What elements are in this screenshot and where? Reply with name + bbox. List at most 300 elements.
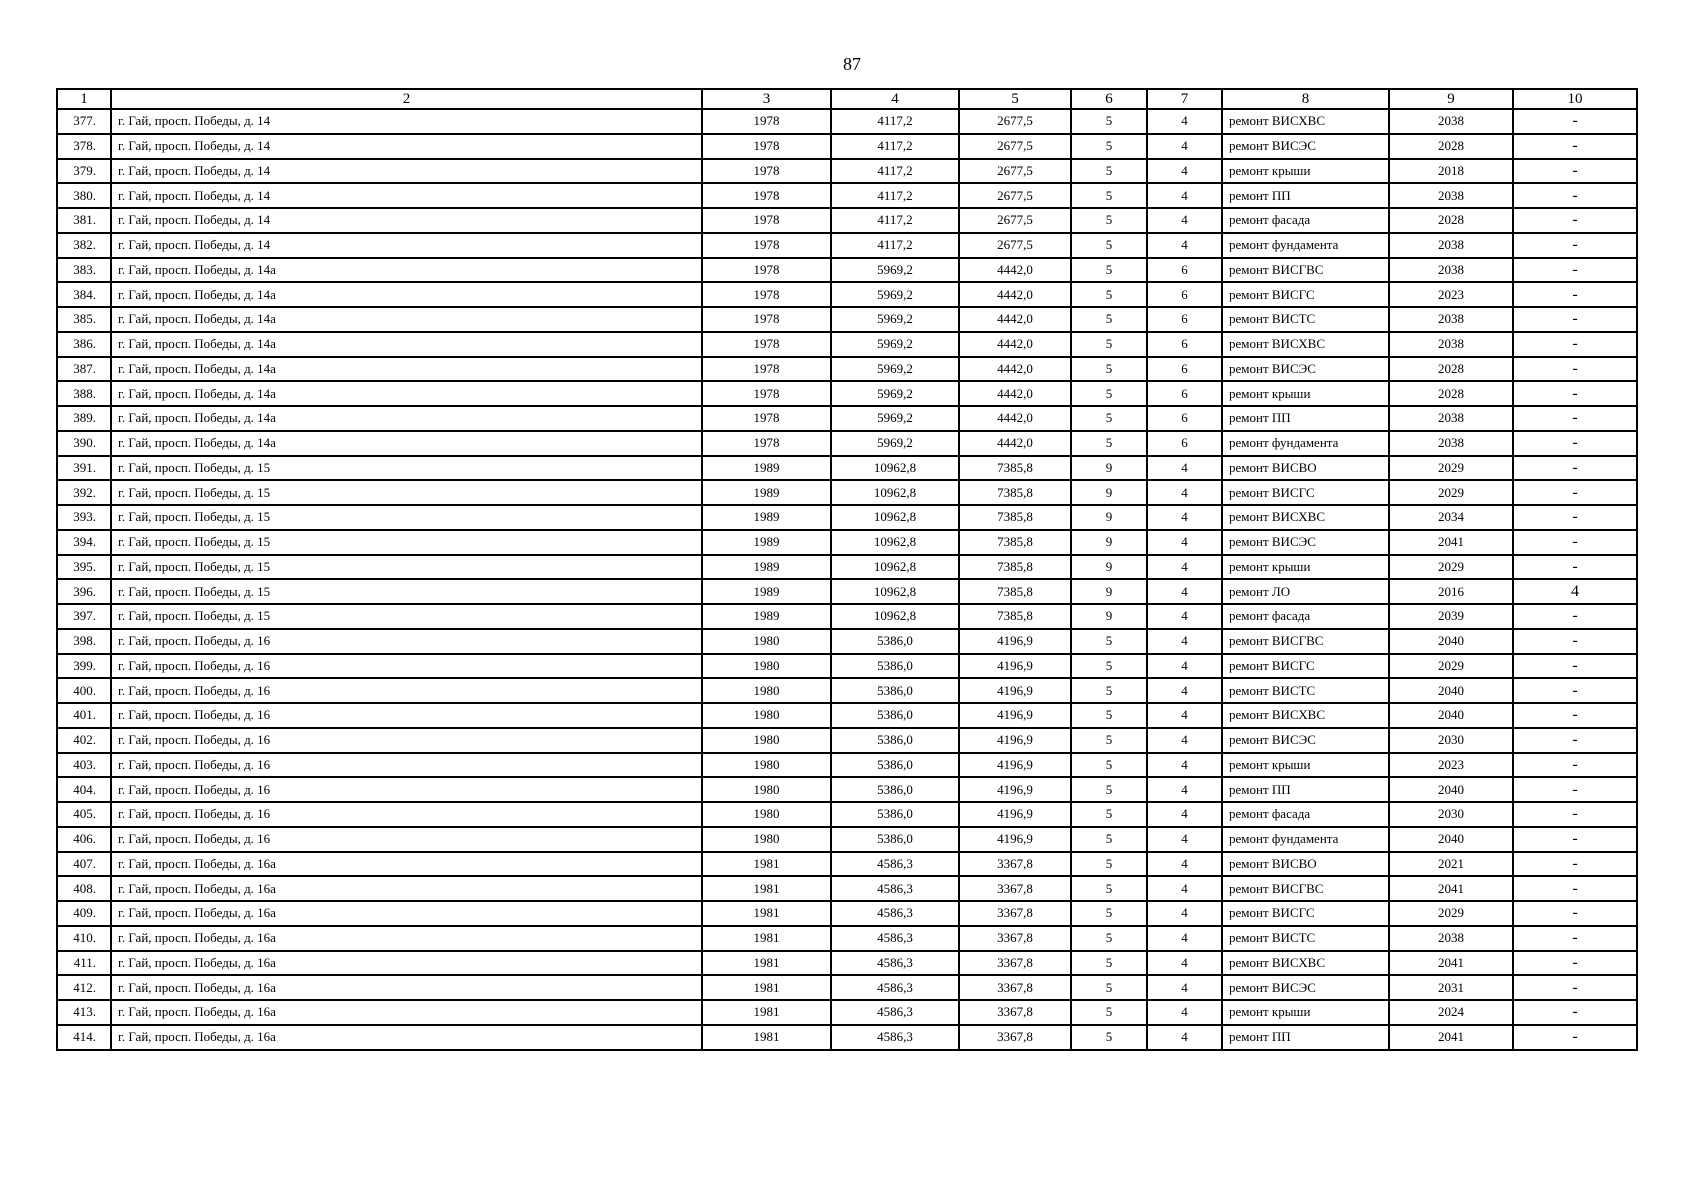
table-row xyxy=(57,901,1637,926)
cell-address: г. Гай, просп. Победы, д. 15 xyxy=(111,530,702,555)
cell-planned-year: 2038 xyxy=(1389,258,1513,283)
cell-living-area: 4196,9 xyxy=(959,777,1071,802)
cell-address: г. Гай, просп. Победы, д. 14а xyxy=(111,406,702,431)
cell-address: г. Гай, просп. Победы, д. 16 xyxy=(111,629,702,654)
cell-note: - xyxy=(1513,233,1637,258)
cell-entrances: 6 xyxy=(1147,381,1222,406)
cell-work-type: ремонт ВИСГВС xyxy=(1222,629,1389,654)
cell-year: 1989 xyxy=(702,530,831,555)
cell-planned-year: 2038 xyxy=(1389,332,1513,357)
cell-floors: 5 xyxy=(1071,827,1147,852)
table-row xyxy=(57,134,1637,159)
cell-total-area: 5386,0 xyxy=(831,827,959,852)
cell-floors: 5 xyxy=(1071,975,1147,1000)
cell-note: 4 xyxy=(1513,579,1637,604)
cell-year: 1978 xyxy=(702,307,831,332)
cell-total-area: 5969,2 xyxy=(831,282,959,307)
cell-note: - xyxy=(1513,183,1637,208)
table-row xyxy=(57,233,1637,258)
cell-row-number: 384. xyxy=(57,282,111,307)
table-row xyxy=(57,381,1637,406)
cell-row-number: 382. xyxy=(57,233,111,258)
table-row xyxy=(57,480,1637,505)
cell-row-number: 385. xyxy=(57,307,111,332)
cell-address: г. Гай, просп. Победы, д. 16 xyxy=(111,753,702,778)
cell-work-type: ремонт ВИСХВС xyxy=(1222,332,1389,357)
cell-row-number: 378. xyxy=(57,134,111,159)
cell-floors: 5 xyxy=(1071,282,1147,307)
table-row xyxy=(57,1025,1637,1050)
table-row xyxy=(57,332,1637,357)
cell-entrances: 4 xyxy=(1147,208,1222,233)
cell-year: 1980 xyxy=(702,777,831,802)
cell-total-area: 5969,2 xyxy=(831,258,959,283)
cell-entrances: 4 xyxy=(1147,876,1222,901)
cell-year: 1980 xyxy=(702,654,831,679)
cell-address: г. Гай, просп. Победы, д. 16 xyxy=(111,654,702,679)
cell-address: г. Гай, просп. Победы, д. 16а xyxy=(111,876,702,901)
table-row xyxy=(57,654,1637,679)
cell-address: г. Гай, просп. Победы, д. 16а xyxy=(111,852,702,877)
table-row xyxy=(57,431,1637,456)
table-row xyxy=(57,307,1637,332)
cell-address: г. Гай, просп. Победы, д. 16 xyxy=(111,728,702,753)
cell-total-area: 5386,0 xyxy=(831,777,959,802)
cell-row-number: 401. xyxy=(57,703,111,728)
cell-address: г. Гай, просп. Победы, д. 14 xyxy=(111,159,702,184)
cell-living-area: 7385,8 xyxy=(959,604,1071,629)
cell-row-number: 404. xyxy=(57,777,111,802)
cell-row-number: 411. xyxy=(57,951,111,976)
cell-year: 1978 xyxy=(702,233,831,258)
cell-year: 1989 xyxy=(702,604,831,629)
cell-year: 1978 xyxy=(702,431,831,456)
cell-planned-year: 2029 xyxy=(1389,901,1513,926)
cell-row-number: 413. xyxy=(57,1000,111,1025)
cell-note: - xyxy=(1513,134,1637,159)
cell-planned-year: 2040 xyxy=(1389,703,1513,728)
cell-address: г. Гай, просп. Победы, д. 16а xyxy=(111,1025,702,1050)
cell-living-area: 3367,8 xyxy=(959,951,1071,976)
cell-row-number: 386. xyxy=(57,332,111,357)
cell-address: г. Гай, просп. Победы, д. 14а xyxy=(111,381,702,406)
cell-total-area: 4586,3 xyxy=(831,876,959,901)
cell-note: - xyxy=(1513,406,1637,431)
cell-planned-year: 2038 xyxy=(1389,406,1513,431)
cell-year: 1981 xyxy=(702,951,831,976)
cell-year: 1978 xyxy=(702,357,831,382)
cell-address: г. Гай, просп. Победы, д. 14а xyxy=(111,431,702,456)
cell-total-area: 5386,0 xyxy=(831,629,959,654)
cell-year: 1980 xyxy=(702,629,831,654)
cell-total-area: 10962,8 xyxy=(831,579,959,604)
cell-address: г. Гай, просп. Победы, д. 15 xyxy=(111,456,702,481)
cell-row-number: 396. xyxy=(57,579,111,604)
cell-living-area: 4196,9 xyxy=(959,629,1071,654)
table-row xyxy=(57,827,1637,852)
cell-address: г. Гай, просп. Победы, д. 15 xyxy=(111,604,702,629)
cell-living-area: 4442,0 xyxy=(959,282,1071,307)
table-row xyxy=(57,604,1637,629)
cell-living-area: 3367,8 xyxy=(959,1025,1071,1050)
cell-year: 1980 xyxy=(702,703,831,728)
cell-floors: 5 xyxy=(1071,357,1147,382)
cell-planned-year: 2023 xyxy=(1389,282,1513,307)
cell-row-number: 377. xyxy=(57,109,111,134)
cell-living-area: 4442,0 xyxy=(959,357,1071,382)
cell-floors: 5 xyxy=(1071,852,1147,877)
cell-entrances: 6 xyxy=(1147,406,1222,431)
page-number-text: 87 xyxy=(843,54,861,74)
cell-work-type: ремонт ВИСТС xyxy=(1222,307,1389,332)
cell-planned-year: 2028 xyxy=(1389,357,1513,382)
table-row xyxy=(57,926,1637,951)
cell-year: 1989 xyxy=(702,480,831,505)
cell-total-area: 4117,2 xyxy=(831,183,959,208)
cell-note: - xyxy=(1513,208,1637,233)
cell-row-number: 380. xyxy=(57,183,111,208)
cell-entrances: 4 xyxy=(1147,134,1222,159)
cell-floors: 5 xyxy=(1071,109,1147,134)
table-row xyxy=(57,505,1637,530)
cell-total-area: 5386,0 xyxy=(831,728,959,753)
cell-note: - xyxy=(1513,753,1637,778)
cell-living-area: 3367,8 xyxy=(959,876,1071,901)
cell-row-number: 398. xyxy=(57,629,111,654)
cell-planned-year: 2018 xyxy=(1389,159,1513,184)
table-row xyxy=(57,282,1637,307)
table-row xyxy=(57,703,1637,728)
cell-year: 1989 xyxy=(702,579,831,604)
cell-work-type: ремонт крыши xyxy=(1222,381,1389,406)
cell-living-area: 2677,5 xyxy=(959,159,1071,184)
cell-total-area: 5386,0 xyxy=(831,678,959,703)
cell-total-area: 4586,3 xyxy=(831,901,959,926)
cell-row-number: 407. xyxy=(57,852,111,877)
cell-planned-year: 2039 xyxy=(1389,604,1513,629)
cell-work-type: ремонт ВИСГС xyxy=(1222,654,1389,679)
cell-work-type: ремонт ВИСВО xyxy=(1222,852,1389,877)
cell-work-type: ремонт ВИСГВС xyxy=(1222,258,1389,283)
cell-floors: 5 xyxy=(1071,307,1147,332)
cell-planned-year: 2040 xyxy=(1389,827,1513,852)
column-number-row xyxy=(57,89,1637,109)
cell-work-type: ремонт крыши xyxy=(1222,1000,1389,1025)
cell-floors: 5 xyxy=(1071,332,1147,357)
cell-total-area: 5969,2 xyxy=(831,381,959,406)
cell-work-type: ремонт крыши xyxy=(1222,555,1389,580)
cell-living-area: 4196,9 xyxy=(959,753,1071,778)
cell-floors: 5 xyxy=(1071,183,1147,208)
cell-year: 1980 xyxy=(702,802,831,827)
cell-note: - xyxy=(1513,951,1637,976)
cell-floors: 5 xyxy=(1071,159,1147,184)
cell-year: 1989 xyxy=(702,456,831,481)
cell-year: 1980 xyxy=(702,678,831,703)
cell-work-type: ремонт ПП xyxy=(1222,777,1389,802)
table-row xyxy=(57,802,1637,827)
table-row xyxy=(57,530,1637,555)
cell-entrances: 4 xyxy=(1147,159,1222,184)
cell-address: г. Гай, просп. Победы, д. 14 xyxy=(111,233,702,258)
cell-address: г. Гай, просп. Победы, д. 16а xyxy=(111,901,702,926)
cell-entrances: 4 xyxy=(1147,654,1222,679)
cell-total-area: 5386,0 xyxy=(831,753,959,778)
cell-planned-year: 2038 xyxy=(1389,926,1513,951)
cell-entrances: 6 xyxy=(1147,258,1222,283)
cell-work-type: ремонт ВИСТС xyxy=(1222,678,1389,703)
cell-entrances: 4 xyxy=(1147,852,1222,877)
table-row xyxy=(57,728,1637,753)
cell-entrances: 4 xyxy=(1147,456,1222,481)
cell-floors: 5 xyxy=(1071,777,1147,802)
cell-planned-year: 2028 xyxy=(1389,381,1513,406)
cell-floors: 5 xyxy=(1071,802,1147,827)
cell-note: - xyxy=(1513,604,1637,629)
cell-floors: 5 xyxy=(1071,134,1147,159)
cell-address: г. Гай, просп. Победы, д. 15 xyxy=(111,555,702,580)
cell-floors: 5 xyxy=(1071,629,1147,654)
cell-total-area: 5386,0 xyxy=(831,703,959,728)
cell-row-number: 397. xyxy=(57,604,111,629)
cell-work-type: ремонт ВИСГВС xyxy=(1222,876,1389,901)
cell-row-number: 414. xyxy=(57,1025,111,1050)
cell-total-area: 10962,8 xyxy=(831,480,959,505)
cell-planned-year: 2029 xyxy=(1389,480,1513,505)
cell-note: - xyxy=(1513,975,1637,1000)
cell-note: - xyxy=(1513,307,1637,332)
cell-planned-year: 2041 xyxy=(1389,1025,1513,1050)
cell-entrances: 4 xyxy=(1147,728,1222,753)
cell-year: 1981 xyxy=(702,901,831,926)
cell-row-number: 405. xyxy=(57,802,111,827)
cell-total-area: 4586,3 xyxy=(831,951,959,976)
table-row xyxy=(57,555,1637,580)
cell-living-area: 4196,9 xyxy=(959,678,1071,703)
cell-planned-year: 2030 xyxy=(1389,802,1513,827)
cell-note: - xyxy=(1513,258,1637,283)
cell-row-number: 403. xyxy=(57,753,111,778)
cell-floors: 5 xyxy=(1071,233,1147,258)
cell-note: - xyxy=(1513,852,1637,877)
cell-address: г. Гай, просп. Победы, д. 14а xyxy=(111,307,702,332)
cell-address: г. Гай, просп. Победы, д. 14а xyxy=(111,282,702,307)
cell-living-area: 3367,8 xyxy=(959,901,1071,926)
cell-year: 1978 xyxy=(702,406,831,431)
cell-row-number: 383. xyxy=(57,258,111,283)
cell-year: 1981 xyxy=(702,1025,831,1050)
cell-note: - xyxy=(1513,282,1637,307)
cell-row-number: 406. xyxy=(57,827,111,852)
cell-work-type: ремонт ПП xyxy=(1222,1025,1389,1050)
cell-total-area: 5386,0 xyxy=(831,802,959,827)
cell-planned-year: 2038 xyxy=(1389,183,1513,208)
cell-address: г. Гай, просп. Победы, д. 15 xyxy=(111,505,702,530)
cell-note: - xyxy=(1513,654,1637,679)
cell-note: - xyxy=(1513,357,1637,382)
cell-row-number: 391. xyxy=(57,456,111,481)
cell-work-type: ремонт ВИСЭС xyxy=(1222,357,1389,382)
cell-total-area: 4117,2 xyxy=(831,159,959,184)
cell-total-area: 5969,2 xyxy=(831,332,959,357)
cell-work-type: ремонт крыши xyxy=(1222,159,1389,184)
cell-planned-year: 2021 xyxy=(1389,852,1513,877)
cell-floors: 9 xyxy=(1071,530,1147,555)
cell-work-type: ремонт крыши xyxy=(1222,753,1389,778)
cell-total-area: 5969,2 xyxy=(831,307,959,332)
cell-year: 1980 xyxy=(702,827,831,852)
cell-work-type: ремонт ПП xyxy=(1222,406,1389,431)
cell-living-area: 2677,5 xyxy=(959,183,1071,208)
cell-row-number: 408. xyxy=(57,876,111,901)
table-row xyxy=(57,852,1637,877)
cell-note: - xyxy=(1513,629,1637,654)
cell-row-number: 389. xyxy=(57,406,111,431)
cell-living-area: 4442,0 xyxy=(959,431,1071,456)
cell-year: 1981 xyxy=(702,852,831,877)
table-row xyxy=(57,876,1637,901)
cell-floors: 5 xyxy=(1071,406,1147,431)
cell-entrances: 4 xyxy=(1147,802,1222,827)
cell-floors: 5 xyxy=(1071,876,1147,901)
cell-living-area: 4442,0 xyxy=(959,332,1071,357)
cell-work-type: ремонт ВИСХВС xyxy=(1222,109,1389,134)
cell-work-type: ремонт ВИСГС xyxy=(1222,901,1389,926)
cell-total-area: 10962,8 xyxy=(831,530,959,555)
cell-year: 1978 xyxy=(702,183,831,208)
cell-living-area: 4442,0 xyxy=(959,258,1071,283)
cell-entrances: 4 xyxy=(1147,777,1222,802)
cell-note: - xyxy=(1513,480,1637,505)
column-header-3: 3 xyxy=(702,89,831,109)
table-row xyxy=(57,159,1637,184)
cell-year: 1981 xyxy=(702,926,831,951)
cell-total-area: 4586,3 xyxy=(831,852,959,877)
cell-living-area: 7385,8 xyxy=(959,480,1071,505)
cell-living-area: 4442,0 xyxy=(959,307,1071,332)
cell-entrances: 4 xyxy=(1147,183,1222,208)
cell-address: г. Гай, просп. Победы, д. 16а xyxy=(111,975,702,1000)
cell-total-area: 10962,8 xyxy=(831,456,959,481)
cell-work-type: ремонт фасада xyxy=(1222,604,1389,629)
cell-note: - xyxy=(1513,431,1637,456)
cell-floors: 5 xyxy=(1071,753,1147,778)
cell-year: 1980 xyxy=(702,728,831,753)
table-row xyxy=(57,777,1637,802)
cell-planned-year: 2040 xyxy=(1389,629,1513,654)
cell-living-area: 4442,0 xyxy=(959,381,1071,406)
table-row xyxy=(57,951,1637,976)
cell-note: - xyxy=(1513,926,1637,951)
cell-row-number: 412. xyxy=(57,975,111,1000)
cell-entrances: 6 xyxy=(1147,357,1222,382)
cell-work-type: ремонт фасада xyxy=(1222,208,1389,233)
cell-year: 1980 xyxy=(702,753,831,778)
cell-total-area: 5386,0 xyxy=(831,654,959,679)
cell-work-type: ремонт ВИСЭС xyxy=(1222,134,1389,159)
cell-living-area: 7385,8 xyxy=(959,579,1071,604)
cell-entrances: 4 xyxy=(1147,1000,1222,1025)
cell-planned-year: 2029 xyxy=(1389,555,1513,580)
cell-year: 1978 xyxy=(702,258,831,283)
cell-planned-year: 2041 xyxy=(1389,876,1513,901)
cell-planned-year: 2034 xyxy=(1389,505,1513,530)
table-row xyxy=(57,1000,1637,1025)
cell-note: - xyxy=(1513,505,1637,530)
cell-planned-year: 2040 xyxy=(1389,678,1513,703)
cell-entrances: 6 xyxy=(1147,332,1222,357)
cell-entrances: 4 xyxy=(1147,109,1222,134)
cell-living-area: 4196,9 xyxy=(959,728,1071,753)
cell-entrances: 4 xyxy=(1147,753,1222,778)
cell-note: - xyxy=(1513,381,1637,406)
cell-address: г. Гай, просп. Победы, д. 14а xyxy=(111,357,702,382)
cell-floors: 5 xyxy=(1071,926,1147,951)
cell-planned-year: 2038 xyxy=(1389,307,1513,332)
table-row xyxy=(57,753,1637,778)
cell-note: - xyxy=(1513,1000,1637,1025)
cell-floors: 5 xyxy=(1071,951,1147,976)
cell-row-number: 409. xyxy=(57,901,111,926)
cell-floors: 5 xyxy=(1071,654,1147,679)
cell-row-number: 392. xyxy=(57,480,111,505)
cell-planned-year: 2023 xyxy=(1389,753,1513,778)
cell-floors: 5 xyxy=(1071,703,1147,728)
cell-planned-year: 2038 xyxy=(1389,109,1513,134)
cell-work-type: ремонт ВИСХВС xyxy=(1222,703,1389,728)
cell-work-type: ремонт ВИСВО xyxy=(1222,456,1389,481)
cell-living-area: 3367,8 xyxy=(959,852,1071,877)
cell-entrances: 4 xyxy=(1147,604,1222,629)
cell-work-type: ремонт ВИСЭС xyxy=(1222,530,1389,555)
cell-row-number: 399. xyxy=(57,654,111,679)
table-row xyxy=(57,975,1637,1000)
cell-work-type: ремонт ВИСГС xyxy=(1222,480,1389,505)
cell-entrances: 4 xyxy=(1147,926,1222,951)
cell-year: 1978 xyxy=(702,381,831,406)
cell-floors: 9 xyxy=(1071,579,1147,604)
cell-living-area: 2677,5 xyxy=(959,208,1071,233)
column-header-4: 4 xyxy=(831,89,959,109)
cell-work-type: ремонт ВИСЭС xyxy=(1222,728,1389,753)
column-header-2: 2 xyxy=(111,89,702,109)
cell-entrances: 4 xyxy=(1147,951,1222,976)
cell-note: - xyxy=(1513,827,1637,852)
table-row xyxy=(57,579,1637,604)
cell-entrances: 4 xyxy=(1147,555,1222,580)
cell-planned-year: 2028 xyxy=(1389,208,1513,233)
cell-address: г. Гай, просп. Победы, д. 16а xyxy=(111,951,702,976)
cell-planned-year: 2029 xyxy=(1389,456,1513,481)
table-row xyxy=(57,406,1637,431)
cell-total-area: 4586,3 xyxy=(831,1000,959,1025)
cell-address: г. Гай, просп. Победы, д. 14 xyxy=(111,109,702,134)
cell-entrances: 4 xyxy=(1147,901,1222,926)
cell-entrances: 4 xyxy=(1147,530,1222,555)
cell-year: 1978 xyxy=(702,134,831,159)
cell-living-area: 4196,9 xyxy=(959,703,1071,728)
cell-living-area: 4196,9 xyxy=(959,827,1071,852)
cell-entrances: 6 xyxy=(1147,431,1222,456)
cell-planned-year: 2030 xyxy=(1389,728,1513,753)
cell-floors: 5 xyxy=(1071,258,1147,283)
cell-year: 1981 xyxy=(702,876,831,901)
cell-year: 1978 xyxy=(702,109,831,134)
cell-row-number: 394. xyxy=(57,530,111,555)
cell-floors: 5 xyxy=(1071,1025,1147,1050)
cell-floors: 5 xyxy=(1071,1000,1147,1025)
cell-living-area: 3367,8 xyxy=(959,975,1071,1000)
